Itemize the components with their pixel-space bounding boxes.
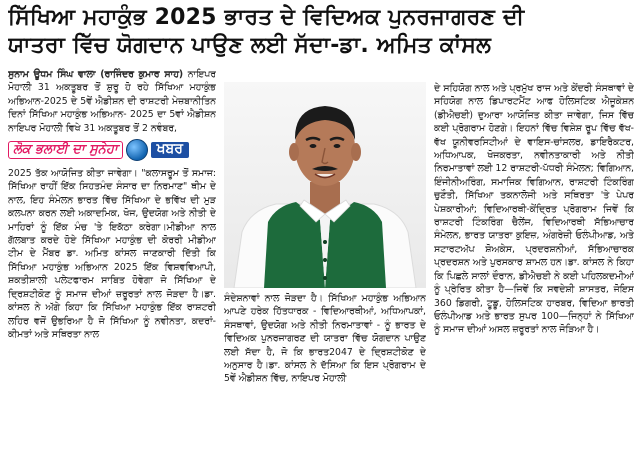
left-paragraph-2: 2025 ਤੱਕ ਆਯੋਜਿਤ ਕੀਤਾ ਜਾਵੇਗਾ। "ਕਲਾਸਰੂਮ ਤੋਂ ਸਮਾਜ: ਸਿੱਖਿਆ ਰਾਹੀਂ ਇੱਕ ਸਿਹਤਮੰਦ ਸੰਸਾਰ ਦਾ ਨਿਰਮਾਣ" ਥੀਮ ਦੇ ਨਾਲ, ਇਹ ਸੰਮੇਲਨ ਭਾਰਤ ਵਿੱਚ ਸਿੱਖਿਆ ਦੇ ਭਵਿੱਖ ਦੀ ਮੁੜ ਕਲਪਨਾ ਕਰਨ ਲਈ ਅਕਾਦਮਿਕ, ਖੋਜ, ਉਦਯੋਗ ਅਤੇ ਨੀਤੀ ਦੇ ਮਾਹਿਰਾਂ ਨੂੰ ਇੱਕ ਮੰਚ 'ਤੇ ਇਕੱਠਾ ਕਰੇਗਾ।ਮੀਡੀਆ ਨਾਲ ਗੱਲਬਾਤ ਕਰਦੇ ਹੋਏ ਸਿੱਖਿਆ ਮਹਾਕੁੰਭ ਦੀ ਕੋਰਰੀ ਮੀਡੀਆ ਟੀਮ ਦੇ ਮੈਂਬਰ ਡਾ. ਅਮਿਤ ਕਾਂਸਲ ਜਾਣਕਾਰੀ ਦਿੱਤੀ ਕਿ ਸਿੱਖਿਆ ਮਹਾਕੁੰਭ ਅਭਿਆਨ 2025 ਇੱਕ ਵਿਸ਼ਵਵਿਆਪੀ, ਸ਼ਕਤੀਸ਼ਾਲੀ ਪਲੇਟਫਾਰਮ ਸਾਬਿਤ ਹੋਵੇਗਾ ਜੋ ਸਿੱਖਿਆ ਦੇ ਦ੍ਰਿਸ਼ਟੀਕੋਣ ਨੂੰ ਸਮਾਜ ਦੀਆਂ ਜ਼ਰੂਰਤਾਂ ਨਾਲ ਜੋੜਦਾ ਹੈ।ਡਾ. ਕਾਂਸਲ ਨੇ ਅੱਗੇ ਕਿਹਾ ਕਿ ਸਿੱਖਿਆ ਮਹਾਕੁੰਭ ਇੱਕ ਰਾਸ਼ਟਰੀ ਲਹਿਰ ਵਜੋਂ ਉਭਰਿਆ ਹੈ ਜੋ ਸਿੱਖਿਆ ਨੂੰ ਨਵੀਨਤਾ, ਕਦਰਾਂ-ਕੀਮਤਾਂ ਅਤੇ ਸਥਿਰਤਾ ਨਾਲ <box>8 168 216 340</box>
portrait-photo <box>224 82 426 288</box>
publication-logo <box>8 139 216 161</box>
left-paragraph-1: ਨਾਇਪਰ ਮੋਹਾਲੀ 31 ਅਕਤੂਬਰ ਤੋਂ ਸ਼ੁਰੂ ਹੋ ਰਹੇ ਸਿੱਖਿਆ ਮਹਾਕੁੰਭ ਅਭਿਆਨ-2025 ਦੇ 5ਵੇਂ ਐਡੀਸ਼ਨ ਦੀ ਰਾਸ਼ਟਰੀ ਮੇਜ਼ਬਾਨੀਤਿਨ ਦਿਨਾਂ ਸਿੱਖਿਆ ਮਹਾਕੁੰਭ ਅਭਿਆਨ- 2025 ਦਾ 5ਵਾਂ ਐਡੀਸ਼ਨ ਨਾਇਪਰ ਮੋਹਾਲੀ ਵਿਖੇ 31 ਅਕਤੂਬਰ ਤੋਂ 2 ਨਵੰਬਰ, <box>8 69 216 134</box>
headline-line-1: ਸਿੱਖਿਆ ਮਹਾਕੁੰਭ 2025 ਭਾਰਤ ਦੇ ਵਿਦਿਅਕ ਪੁਨਰਜਾਗਰਣ ਦੀ <box>8 5 525 30</box>
globe-icon <box>126 139 148 161</box>
headline <box>8 4 632 60</box>
right-paragraph: ਦੇ ਸਹਿਯੋਗ ਨਾਲ ਅਤੇ ਪ੍ਰਮੁੱਖ ਰਾਜ ਅਤੇ ਕੇਂਦਰੀ ਸੰਸਥਾਵਾਂ ਦੇ ਸਹਿਯੋਗ ਨਾਲ ਡਿਪਾਰਟਮੈਂਟ ਆਫ ਹੋਲਿਸਟਿਕ ਐਜੂਕੇਸ਼ਨ (ਡੀਐਚਈ) ਦੁਆਰਾ ਆਯੋਜਿਤ ਕੀਤਾ ਜਾਵੇਗਾ, ਜਿਸ ਵਿੱਚ ਕਈ ਪ੍ਰੋਗਰਾਮ ਹੋਣਗੇ। ਇਹਨਾਂ ਵਿੱਚ ਵਿਸ਼ੇਸ਼ ਰੂਪ ਵਿੱਚ ਵੱਖ-ਵੱਖ ਯੂਨੀਵਰਸਿਟੀਆਂ ਦੇ ਵਾਇਸ-ਚਾਂਸਲਰ, ਡਾਇਰੈਕਟਰ, ਅਧਿਆਪਕ, ਖੋਜਕਰਤਾ, ਨਵੀਨਤਾਕਾਰੀ ਅਤੇ ਨੀਤੀ ਨਿਰਮਾਤਾਵਾਂ ਲਈ 12 ਰਾਸ਼ਟਰੀ-ਪੱਧਰੀ ਸੰਮੇਲਨ; ਵਿਗਿਆਨ, ਇੰਜੀਨੀਅਰਿੰਗ, ਸਮਾਜਿਕ ਵਿਗਿਆਨ, ਰਾਸ਼ਟਰੀ ਟਿੰਕਰਿੰਗ ਚੁਣੌਤੀ, ਸਿੱਖਿਆ ਤਕਨਾਲੋਜੀ ਅਤੇ ਸਥਿਰਤਾ 'ਤੇ ਪੇਪਰ ਪੇਸ਼ਕਾਰੀਆਂ; ਵਿਦਿਆਰਥੀ-ਕੇਂਦ੍ਰਿਤ ਪ੍ਰੋਗਰਾਮ ਜਿਵੇਂ ਕਿ ਰਾਸ਼ਟਰੀ ਟਿੰਕਰਿੰਗ ਚੈਲੇਂਜ, ਵਿਦਿਆਰਥੀ ਸੱਭਿਆਚਾਰ ਸੰਮੇਲਨ, ਭਾਰਤ ਯਾਤਰਾ ਕੁਇਜ਼, ਅੰਗਰੇਜ਼ੀ ਓਲੰਪੀਆਡ, ਅਤੇ ਸਟਾਰਟਅੱਪ ਸ਼ੋਅਕੇਸ, ਪ੍ਰਦਰਸ਼ਨੀਆਂ, ਸੱਭਿਆਚਾਰਕ ਪ੍ਰਦਰਸ਼ਨ ਅਤੇ ਪੁਰਸਕਾਰ ਸ਼ਾਮਲ ਹਨ।ਡਾ. ਕਾਂਸਲ ਨੇ ਕਿਹਾ ਕਿ ਪਿਛਲੇ ਸਾਲਾਂ ਦੌਰਾਨ, ਡੀਐਚਈ ਨੇ ਕਈ ਪਹਿਲਕਦਮੀਆਂ ਨੂੰ ਪ੍ਰੇਰਿਤ ਕੀਤਾ ਹੈ—ਜਿਵੇਂ ਕਿ ਸਵਦੇਸ਼ੀ ਸ਼ਾਸਤਰ, ਜੋਇਸ 360 ਡਿਗਰੀ, ਟੂਡੂ, ਹੋਲਿਸਟਿਕ ਹਾਰਬਰ, ਵਿਦਿਆ ਭਾਰਤੀ ਓਲੰਪੀਆਡ ਅਤੇ ਭਾਰਤ ਸੁਪਰ 100—ਜਿਨ੍ਹਾਂ ਨੇ ਸਿੱਖਿਆ ਨੂੰ ਸਮਾਜ ਦੀਆਂ ਅਸਲ ਜ਼ਰੂਰਤਾਂ ਨਾਲ ਜੋੜਿਆ ਹੈ। <box>434 83 634 336</box>
headline-line-2: ਯਾਤਰਾ ਵਿੱਚ ਯੋਗਦਾਨ ਪਾਉਣ ਲਈ ਸੱਦਾ-ਡਾ. ਅਮਿਤ ਕਾਂਸਲ <box>8 33 492 58</box>
byline: ਸੁਨਾਮ ਊਧਮ ਸਿੰਘ ਵਾਲਾ (ਰਾਜਿੰਦਰ ਕੁਮਾਰ ਸਾਹ) <box>8 69 184 80</box>
portrait-illustration <box>224 82 426 288</box>
left-column <box>8 68 216 454</box>
center-paragraph: ਸੰਦੇਸ਼ਨਾਵਾਂ ਨਾਲ ਜੋੜਦਾ ਹੈ। ਸਿੱਖਿਆ ਮਹਾਕੁੰਭ ਅਭਿਆਨ ਆਪਣੇ ਹਰੇਕ ਹਿੱਤਧਾਰਕ - ਵਿਦਿਆਰਥੀਆਂ, ਅਧਿਆਪਕਾਂ, ਸੰਸਥਾਵਾਂ, ਉਦਯੋਗ ਅਤੇ ਨੀਤੀ ਨਿਰਮਾਤਾਵਾਂ - ਨੂੰ ਭਾਰਤ ਦੇ ਵਿਦਿਅਕ ਪੁਨਰਜਾਗਰਣ ਦੀ ਯਾਤਰਾ ਵਿੱਚ ਯੋਗਦਾਨ ਪਾਉਣ ਲਈ ਸੱਦਾ ਹੈ, ਜੋ ਕਿ ਭਾਰਤ2047 ਦੇ ਦ੍ਰਿਸ਼ਟੀਕੋਣ ਦੇ ਅਨੁਸਾਰ ਹੈ।ਡਾ. ਕਾਂਸਲ ਨੇ ਦੱਸਿਆ ਕਿ ਇਸ ਪ੍ਰੋਗਰਾਮ ਦੇ 5ਵੇਂ ਐਡੀਸ਼ਨ ਵਿੱਚ, ਨਾਇਪਰ ਮੋਹਾਲੀ <box>224 293 426 385</box>
logo-text-blue: ਖਬਰ <box>151 142 189 157</box>
right-column <box>434 82 634 454</box>
center-column <box>224 292 426 454</box>
article-intro <box>8 68 216 135</box>
logo-text-pink: ਲੋਕ ਭਲਾਈ ਦਾ ਸੁਨੇਹਾ <box>8 141 123 158</box>
